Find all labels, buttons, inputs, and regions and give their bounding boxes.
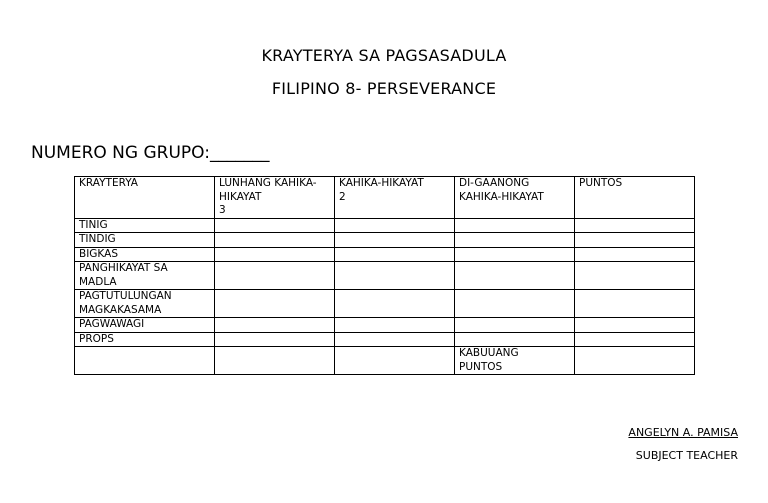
teacher-name: ANGELYN A. PAMISA — [628, 426, 738, 439]
table-row — [75, 290, 695, 318]
table-cell — [335, 218, 455, 233]
table-row — [75, 332, 695, 347]
document-subtitle: FILIPINO 8- PERSEVERANCE — [271, 79, 497, 98]
table-cell — [335, 233, 455, 248]
table-cell — [75, 347, 215, 375]
rubric-table — [74, 176, 695, 375]
table-cell: PAGWAWAGI — [75, 318, 215, 333]
table-cell — [575, 247, 695, 262]
table-cell — [575, 290, 695, 318]
document-title: KRAYTERYA SA PAGSASADULA — [261, 46, 507, 65]
table-cell: TINDIG — [75, 233, 215, 248]
table-cell — [215, 218, 335, 233]
header-cell-points: PUNTOS — [575, 177, 695, 219]
table-total-row — [75, 347, 695, 375]
table-cell — [215, 332, 335, 347]
table-cell: PROPS — [75, 332, 215, 347]
table-cell — [575, 262, 695, 290]
table-cell — [575, 318, 695, 333]
teacher-role: SUBJECT TEACHER — [635, 449, 738, 462]
table-cell — [215, 347, 335, 375]
table-cell — [455, 290, 575, 318]
table-cell — [215, 318, 335, 333]
table-cell — [335, 290, 455, 318]
table-row — [75, 262, 695, 290]
table-cell — [455, 262, 575, 290]
table-row — [75, 318, 695, 333]
table-cell — [215, 233, 335, 248]
table-cell — [455, 318, 575, 333]
total-points-label: KABUUANG PUNTOS — [455, 347, 575, 375]
header-cell-less-persuasive: DI-GAANONG KAHIKA-HIKAYAT — [455, 177, 575, 219]
table-cell — [455, 332, 575, 347]
table-cell — [335, 347, 455, 375]
group-number-label: NUMERO NG GRUPO:_______ — [31, 143, 270, 163]
table-cell — [455, 218, 575, 233]
table-cell — [215, 262, 335, 290]
table-cell — [335, 262, 455, 290]
header-cell-criteria: KRAYTERYA — [75, 177, 215, 219]
table-cell — [455, 233, 575, 248]
table-cell — [335, 332, 455, 347]
total-points-value — [575, 347, 695, 375]
table-cell — [575, 332, 695, 347]
table-cell — [455, 247, 575, 262]
table-row — [75, 218, 695, 233]
table-cell — [215, 247, 335, 262]
table-cell: PANGHIKAYAT SA MADLA — [75, 262, 215, 290]
table-cell: PAGTUTULUNGAN MAGKAKASAMA — [75, 290, 215, 318]
header-cell-very-persuasive: LUNHANG KAHIKA- HIKAYAT 3 — [215, 177, 335, 219]
table-cell: BIGKAS — [75, 247, 215, 262]
table-cell — [335, 247, 455, 262]
table-cell — [575, 233, 695, 248]
table-row — [75, 233, 695, 248]
table-cell — [215, 290, 335, 318]
table-cell — [575, 218, 695, 233]
table-header-row — [75, 177, 695, 219]
header-cell-persuasive: KAHIKA-HIKAYAT 2 — [335, 177, 455, 219]
table-cell: TINIG — [75, 218, 215, 233]
table-row — [75, 247, 695, 262]
table-cell — [335, 318, 455, 333]
